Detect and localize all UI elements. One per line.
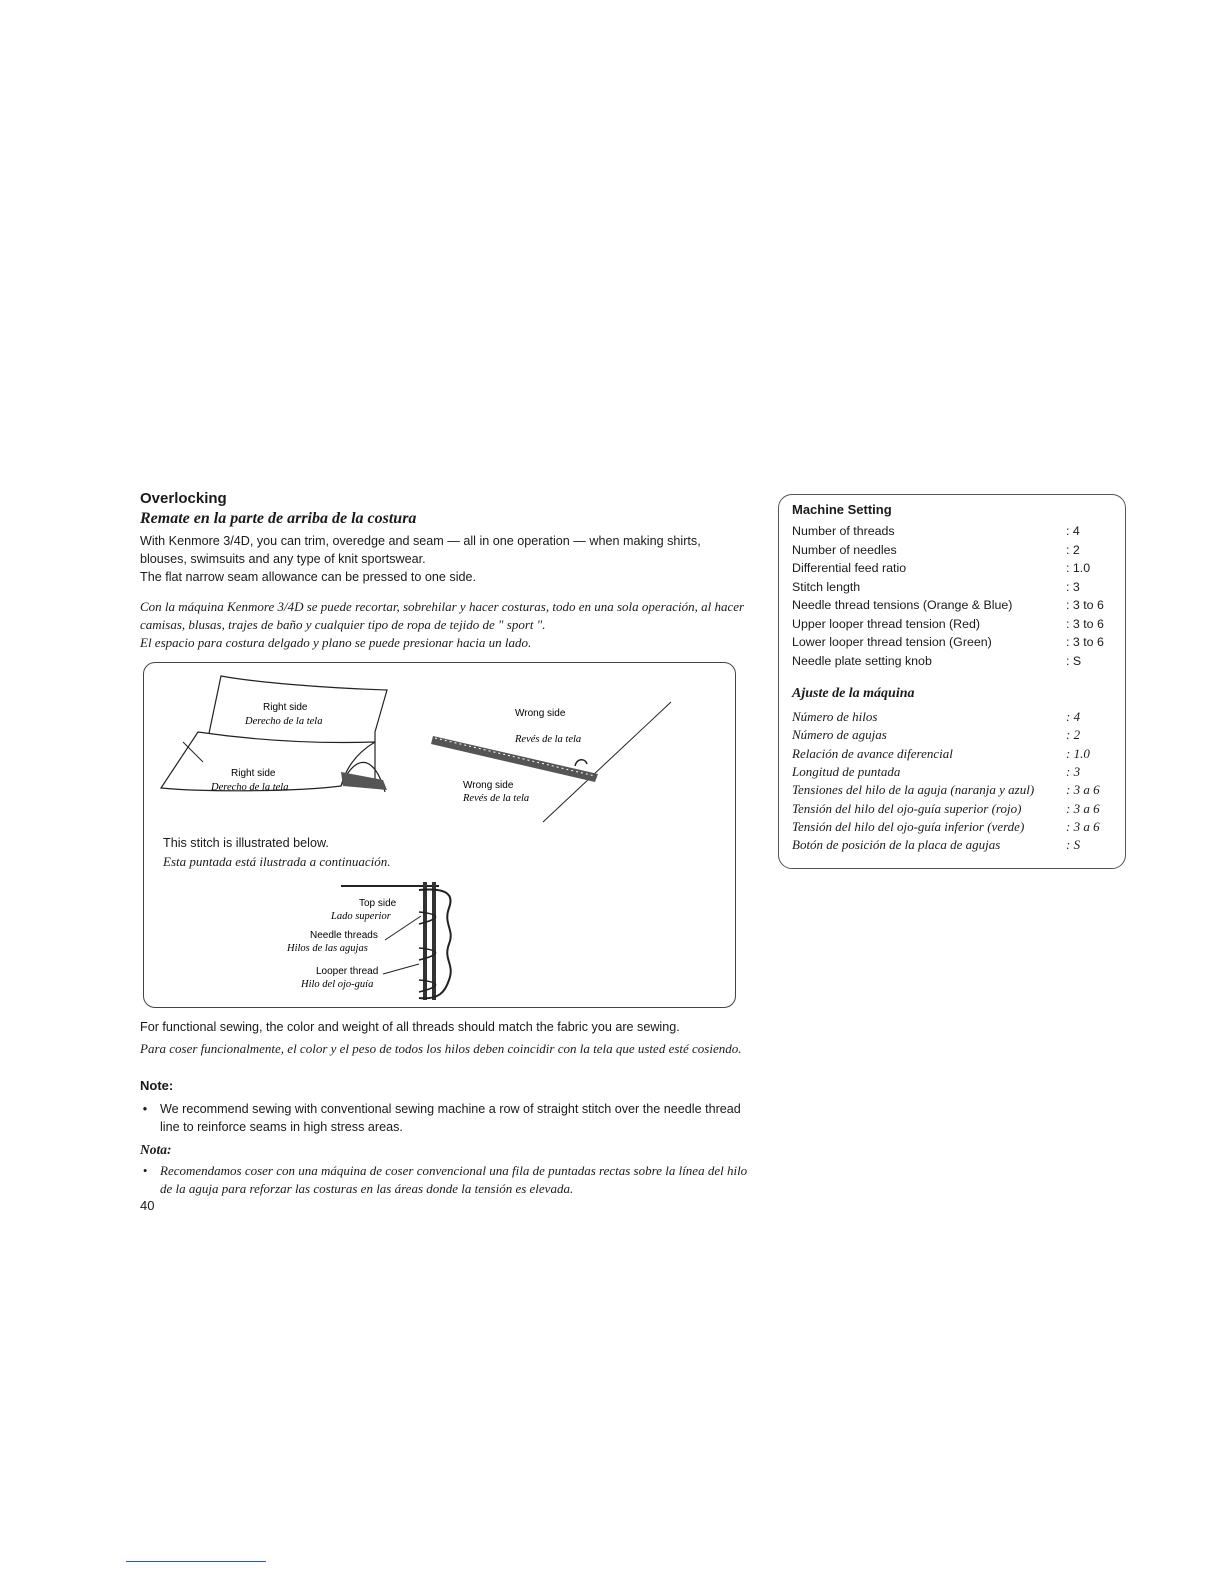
machine-setting-title-en: Machine Setting (792, 502, 892, 517)
nota-text: Recomendamos coser con una máquina de coser convencional una fila de puntadas rectas sobre la línea del hilo de la aguja para reforzar las costuras en las áreas donde la tensión es elevada. (160, 1163, 748, 1196)
setting-value: : 3 a 6 (1066, 800, 1100, 816)
setting-label: Longitud de puntada (792, 764, 901, 780)
setting-row (792, 596, 1122, 615)
setting-value: : 2 (1066, 542, 1080, 557)
illustrated-below-es: Esta puntada está ilustrada a continuación. (163, 854, 391, 869)
fabric-illustration (143, 662, 736, 1008)
setting-value: : 3 a 6 (1066, 818, 1100, 834)
top-side-label-en: Top side (359, 898, 397, 909)
note-title: Note: (140, 1078, 174, 1093)
setting-label: Tensión del hilo del ojo-guía inferior (verde) (792, 818, 1025, 834)
wrong-side-label-es-1: Revés de la tela (515, 734, 582, 745)
intro-paragraph-es (140, 598, 750, 652)
setting-row (792, 745, 1122, 763)
section-heading-es: Remate en la parte de arriba de la costura (140, 510, 417, 527)
setting-value: : S (1066, 837, 1081, 853)
wrong-side-label-en-1: Wrong side (515, 708, 566, 719)
setting-value: : 3 a 6 (1066, 782, 1100, 798)
setting-label: Lower looper thread tension (Green) (792, 635, 992, 650)
setting-row (792, 652, 1122, 671)
wrong-side-label-es-2: Revés de la tela (463, 793, 530, 804)
right-side-label-es-1: Derecho de la tela (245, 716, 323, 727)
setting-row (792, 541, 1122, 560)
illustrated-below-en: This stitch is illustrated below. (163, 836, 329, 850)
setting-value: : 4 (1066, 709, 1081, 725)
setting-label: Upper looper thread tension (Red) (792, 616, 981, 631)
setting-row (792, 763, 1122, 781)
setting-row (792, 559, 1122, 578)
setting-value: : 1.0 (1066, 745, 1090, 761)
setting-row (792, 633, 1122, 652)
section-heading-en: Overlocking (140, 490, 227, 507)
looper-thread-label-en: Looper thread (316, 966, 379, 977)
setting-value: : 3 (1066, 764, 1081, 780)
stitch-needle-line-1 (423, 882, 427, 1000)
functional-sewing-en: For functional sewing, the color and weight of all threads should match the fabric you are sewing. (140, 1020, 680, 1034)
intro-paragraph-en (140, 532, 750, 586)
setting-label: Number of needles (792, 542, 897, 557)
intro-es-line-1: Con la máquina Kenmore 3/4D se puede recortar, sobrehilar y hacer costuras, todo en una sola operación, al hacer camisas, blusas, trajes de baño y cualquier tipo de ropa de tejido de " sport ". (140, 599, 745, 632)
setting-label: Needle plate setting knob (792, 653, 932, 668)
needle-threads-label-es: Hilos de las agujas (287, 943, 368, 954)
intro-en-line-2: The flat narrow seam allowance can be pressed to one side. (140, 570, 477, 584)
setting-row (792, 818, 1122, 836)
nota-list-item (140, 1162, 750, 1198)
setting-row (792, 578, 1122, 597)
setting-row (792, 522, 1122, 541)
setting-value: : 2 (1066, 727, 1081, 743)
footer-divider (126, 1561, 266, 1562)
needle-threads-label-en: Needle threads (310, 930, 378, 941)
setting-label: Stitch length (792, 579, 861, 594)
machine-setting-title-es: Ajuste de la máquina (792, 686, 915, 701)
functional-sewing-es: Para coser funcionalmente, el color y el peso de todos los hilos deben coincidir con la tela que usted esté cosiendo. (140, 1041, 742, 1056)
setting-value: : 1.0 (1066, 561, 1091, 576)
page-number: 40 (140, 1198, 155, 1213)
setting-value: : 4 (1066, 524, 1080, 539)
note-text: We recommend sewing with conventional sewing machine a row of straight stitch over the needle thread line to reinforce seams in high stress areas. (160, 1102, 741, 1134)
note-list-item (140, 1100, 750, 1136)
machine-setting-list-en (792, 522, 1122, 670)
machine-setting-list-es (792, 708, 1122, 854)
setting-label: Número de agujas (792, 727, 887, 743)
setting-label: Relación de avance diferencial (792, 745, 953, 761)
right-side-label-es-2: Derecho de la tela (211, 782, 289, 793)
setting-row (792, 799, 1122, 817)
intro-es-line-2: El espacio para costura delgado y plano se puede presionar hacia un lado. (140, 635, 532, 650)
setting-label: Tensión del hilo del ojo-guía superior (rojo) (792, 800, 1022, 816)
setting-label: Tensiones del hilo de la aguja (naranja y azul) (792, 782, 1035, 798)
setting-row (792, 726, 1122, 744)
intro-en-line-1: With Kenmore 3/4D, you can trim, overedge and seam — all in one operation — when making shirts, blouses, swimsuits and any type of knit sportswear. (140, 534, 701, 566)
top-side-label-es: Lado superior (331, 911, 391, 922)
setting-label: Número de hilos (792, 709, 878, 725)
right-side-label-en-2: Right side (231, 768, 276, 779)
setting-row (792, 836, 1122, 854)
setting-label: Botón de posición de la placa de agujas (792, 837, 1001, 853)
setting-value: : 3 to 6 (1066, 616, 1104, 631)
nota-title: Nota: (140, 1142, 172, 1157)
curved-arrow-icon (575, 760, 587, 766)
bullet-icon: • (142, 1102, 148, 1116)
setting-value: : 3 to 6 (1066, 635, 1104, 650)
setting-row (792, 781, 1122, 799)
bullet-icon: • (142, 1163, 148, 1178)
looper-thread-label-es: Hilo del ojo-guía (301, 979, 374, 990)
setting-value: : 3 (1066, 579, 1080, 594)
setting-value: : 3 to 6 (1066, 598, 1104, 613)
setting-row (792, 615, 1122, 634)
setting-label: Needle thread tensions (Orange & Blue) (792, 598, 1013, 613)
setting-value: : S (1066, 653, 1082, 668)
setting-row (792, 708, 1122, 726)
setting-label: Number of threads (792, 524, 895, 539)
seam-line-right (543, 702, 671, 822)
looper-thread-pointer (383, 964, 419, 974)
setting-label: Differential feed ratio (792, 561, 907, 576)
wrong-side-label-en-2: Wrong side (463, 780, 514, 791)
right-side-label-en-1: Right side (263, 702, 308, 713)
